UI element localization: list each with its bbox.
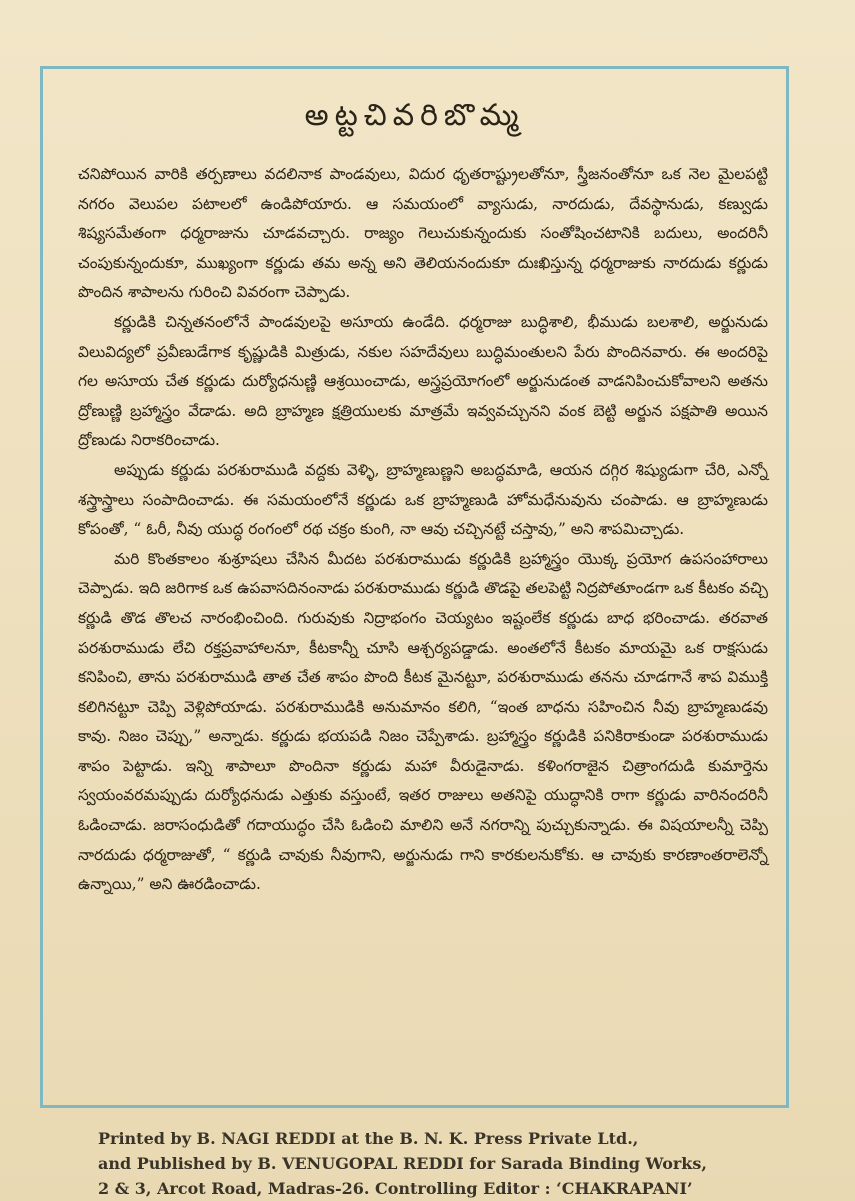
imprint-line: Printed by B. NAGI REDDI at the B. N. K. Press Private Ltd., [98,1129,639,1148]
paragraph: చనిపోయిన వారికి తర్పణాలు వదలినాక పాండవులు, విదుర ధృతరాష్ట్రులతోనూ, స్త్రీజనంతోనూ ఒక నెల మైలపట్టి నగరం వెలుపల పటాలలో ఉండిపోయారు. ఆ సమయంలో వ్యాసుడు, నారదుడు, దేవస్థానుడు, కణ్వుడు శిష్యసమేతంగా ధర్మరాజును చూడవచ్చారు. రాజ్యం గెలుచుకున్నందుకు సంతోషించటానికి బదులు, అందరినీ చంపుకున్నందుకూ, ముఖ్యంగా కర్ణుడు తమ అన్న అని తెలియనందుకూ దుఃఖిస్తున్న ధర్మరాజుకు నారదుడు కర్ణుడు పొందిన శాపాలను గురించి వివరంగా చెప్పాడు. [78,165,768,302]
paragraph: మరి కొంతకాలం శుశ్రూషలు చేసిన మీదట పరశురాముడు కర్ణుడికి బ్రహ్మాస్త్రం యొక్క ప్రయోగ ఉపసంహారాలు చెప్పాడు. ఇది జరిగాక ఒక ఉపవాసదినంనాడు పరశురాముడు కర్ణుడి తొడపై తలపెట్టి నిద్రపోతూండగా ఒక కీటకం వచ్చి కర్ణుడి తొడ తొలచ నారంభించింది. గురువుకు నిద్రాభంగం చెయ్యటం ఇష్టంలేక కర్ణుడు బాధ భరించాడు. తరవాత పరశురాముడు లేచి రక్తప్రవాహాలనూ, కీటకాన్నీ చూసి ఆశ్చర్యపడ్డాడు. అంతలోనే కీటకం మాయమై ఒక రాక్షసుడు కనిపించి, తాను పరశురాముడి తాత చేత శాపం పొంది కీటక మైనట్టూ, పరశురాముడు తనను చూడగానే శాప విముక్తి కలిగినట్టూ చెప్పి వెళ్లిపోయాడు. పరశురాముడికి అనుమానం కలిగి, “ఇంత బాధను సహించిన నీవు బ్రాహ్మణుడవు కావు. నిజం చెప్పు,” అన్నాడు. కర్ణుడు భయపడి నిజం చెప్పేశాడు. బ్రహ్మాస్త్రం కర్ణుడికి పనికిరాకుండా పరశురాముడు శాపం పెట్టాడు. ఇన్ని శాపాలూ పొందినా కర్ణుడు మహా వీరుడైనాడు. కళింగరాజైన చిత్రాంగదుడి కుమార్తెను స్వయంవరమప్పుడు దుర్యోధనుడు ఎత్తుకు వస్తుంటే, ఇతర రాజులు అతనిపై యుద్ధానికి రాగా కర్ణుడు వారినందరినీ ఓడించాడు. జరాసంధుడితో గదాయుద్ధం చేసి ఓడించి మాలిని అనే నగరాన్ని పుచ్చుకున్నాడు. ఈ విషయాలన్నీ చెప్పి నారదుడు ధర్మరాజుతో, “ కర్ణుడి చావుకు నీవుగాని, అర్జునుడు గాని కారకులనుకోకు. ఆ చావుకు కారణాంతరాలెన్నో ఉన్నాయి,” అని ఊరడించాడు. [78,549,769,894]
article-body [78,160,768,900]
page-title: అట్టచివరిబొమ్మ [304,98,525,133]
printer-imprint [98,1126,788,1201]
imprint-line: and Published by B. VENUGOPAL REDDI for Sarada Binding Works, [98,1154,707,1173]
imprint-line: 2 & 3, Arcot Road, Madras-26. Controlling Editor : ‘CHAKRAPANI’ [98,1179,693,1198]
paragraph: కర్ణుడికి చిన్నతనంలోనే పాండవులపై అసూయ ఉండేది. ధర్మరాజు బుద్ధిశాలి, భీముడు బలశాలి, అర్జునుడు విలువిద్యలో ప్రవీణుడేగాక కృష్ణుడికి మిత్రుడు, నకుల సహదేవులు బుద్ధిమంతులని పేరు పొందినవారు. ఈ అందరిపై గల అసూయ చేత కర్ణుడు దుర్యోధనుణ్ణి ఆశ్రయించాడు, అస్త్రప్రయోగంలో అర్జునుడంత వాడనిపించుకోవాలని అతను ద్రోణుణ్ణి బ్రహ్మాస్త్రం వేడాడు. అది బ్రాహ్మణ క్షత్రియులకు మాత్రమే ఇవ్వవచ్చునని వంక బెట్టి అర్జున పక్షపాతి అయిన ద్రోణుడు నిరాకరించాడు. [78,312,768,450]
paragraph: అప్పుడు కర్ణుడు పరశురాముడి వద్దకు వెళ్ళి, బ్రాహ్మణుణ్ణని అబద్ధమాడి, ఆయన దగ్గిర శిష్యుడుగా చేరి, ఎన్నో శస్త్రాస్త్రాలు సంపాదించాడు. ఈ సమయంలోనే కర్ణుడు ఒక బ్రాహ్మణుడి హోమధేనువును చంపాడు. ఆ బ్రాహ్మణుడు కోపంతో, “ ఓరీ, నీవు యుద్ధ రంగంలో రథ చక్రం కుంగి, నా ఆవు చచ్చినట్టే చస్తావు,” అని శాపమిచ్చాడు. [78,460,768,539]
